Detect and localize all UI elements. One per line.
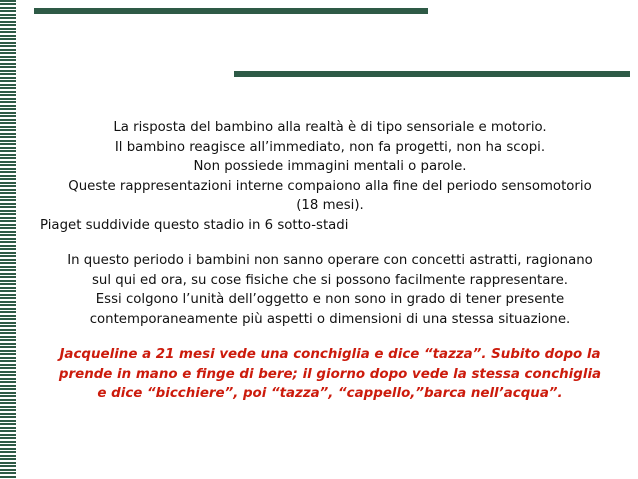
- text-line: Non possiede immagini mentali o parole.: [193, 159, 467, 174]
- decorative-top-bar: [34, 8, 428, 14]
- jacqueline-example: [36, 345, 624, 404]
- text-line: prende in mano e finge di bere; il giorno dopo vede la stessa conchiglia: [58, 366, 602, 382]
- text-line: (18 mesi).: [296, 198, 364, 213]
- text-line: Queste rappresentazioni interne compaiono alla fine del periodo sensomotorio: [68, 178, 592, 194]
- text-line: sul qui ed ora, su cose fisiche che si possono facilmente rappresentare.: [91, 272, 568, 288]
- text-line: Jacqueline a 21 mesi vede una conchiglia e dice “tazza”. Subito dopo la: [59, 347, 601, 362]
- decorative-right-bar: [234, 71, 630, 77]
- text-line: Essi colgono l’unità dell’oggetto e non sono in grado di tener presente: [95, 292, 565, 307]
- text-line: La risposta del bambino alla realtà è di tipo sensoriale e motorio.: [113, 120, 547, 135]
- substages-statement: [40, 216, 620, 236]
- text-line: Piaget suddivide questo stadio in 6 sotto-stadi: [40, 218, 349, 233]
- decorative-left-border: [0, 0, 16, 479]
- sensorimotor-description: [40, 118, 620, 216]
- text-line: In questo periodo i bambini non sanno operare con concetti astratti, ragionano: [67, 253, 593, 268]
- text-line: Il bambino reagisce all’immediato, non fa progetti, non ha scopi.: [114, 139, 546, 155]
- text-line: e dice “bicchiere”, poi “tazza”, “cappello,”barca nell’acqua”.: [97, 386, 563, 401]
- text-line: contemporaneamente più aspetti o dimensioni di una stessa situazione.: [89, 311, 571, 327]
- concrete-thinking-description: [40, 251, 620, 329]
